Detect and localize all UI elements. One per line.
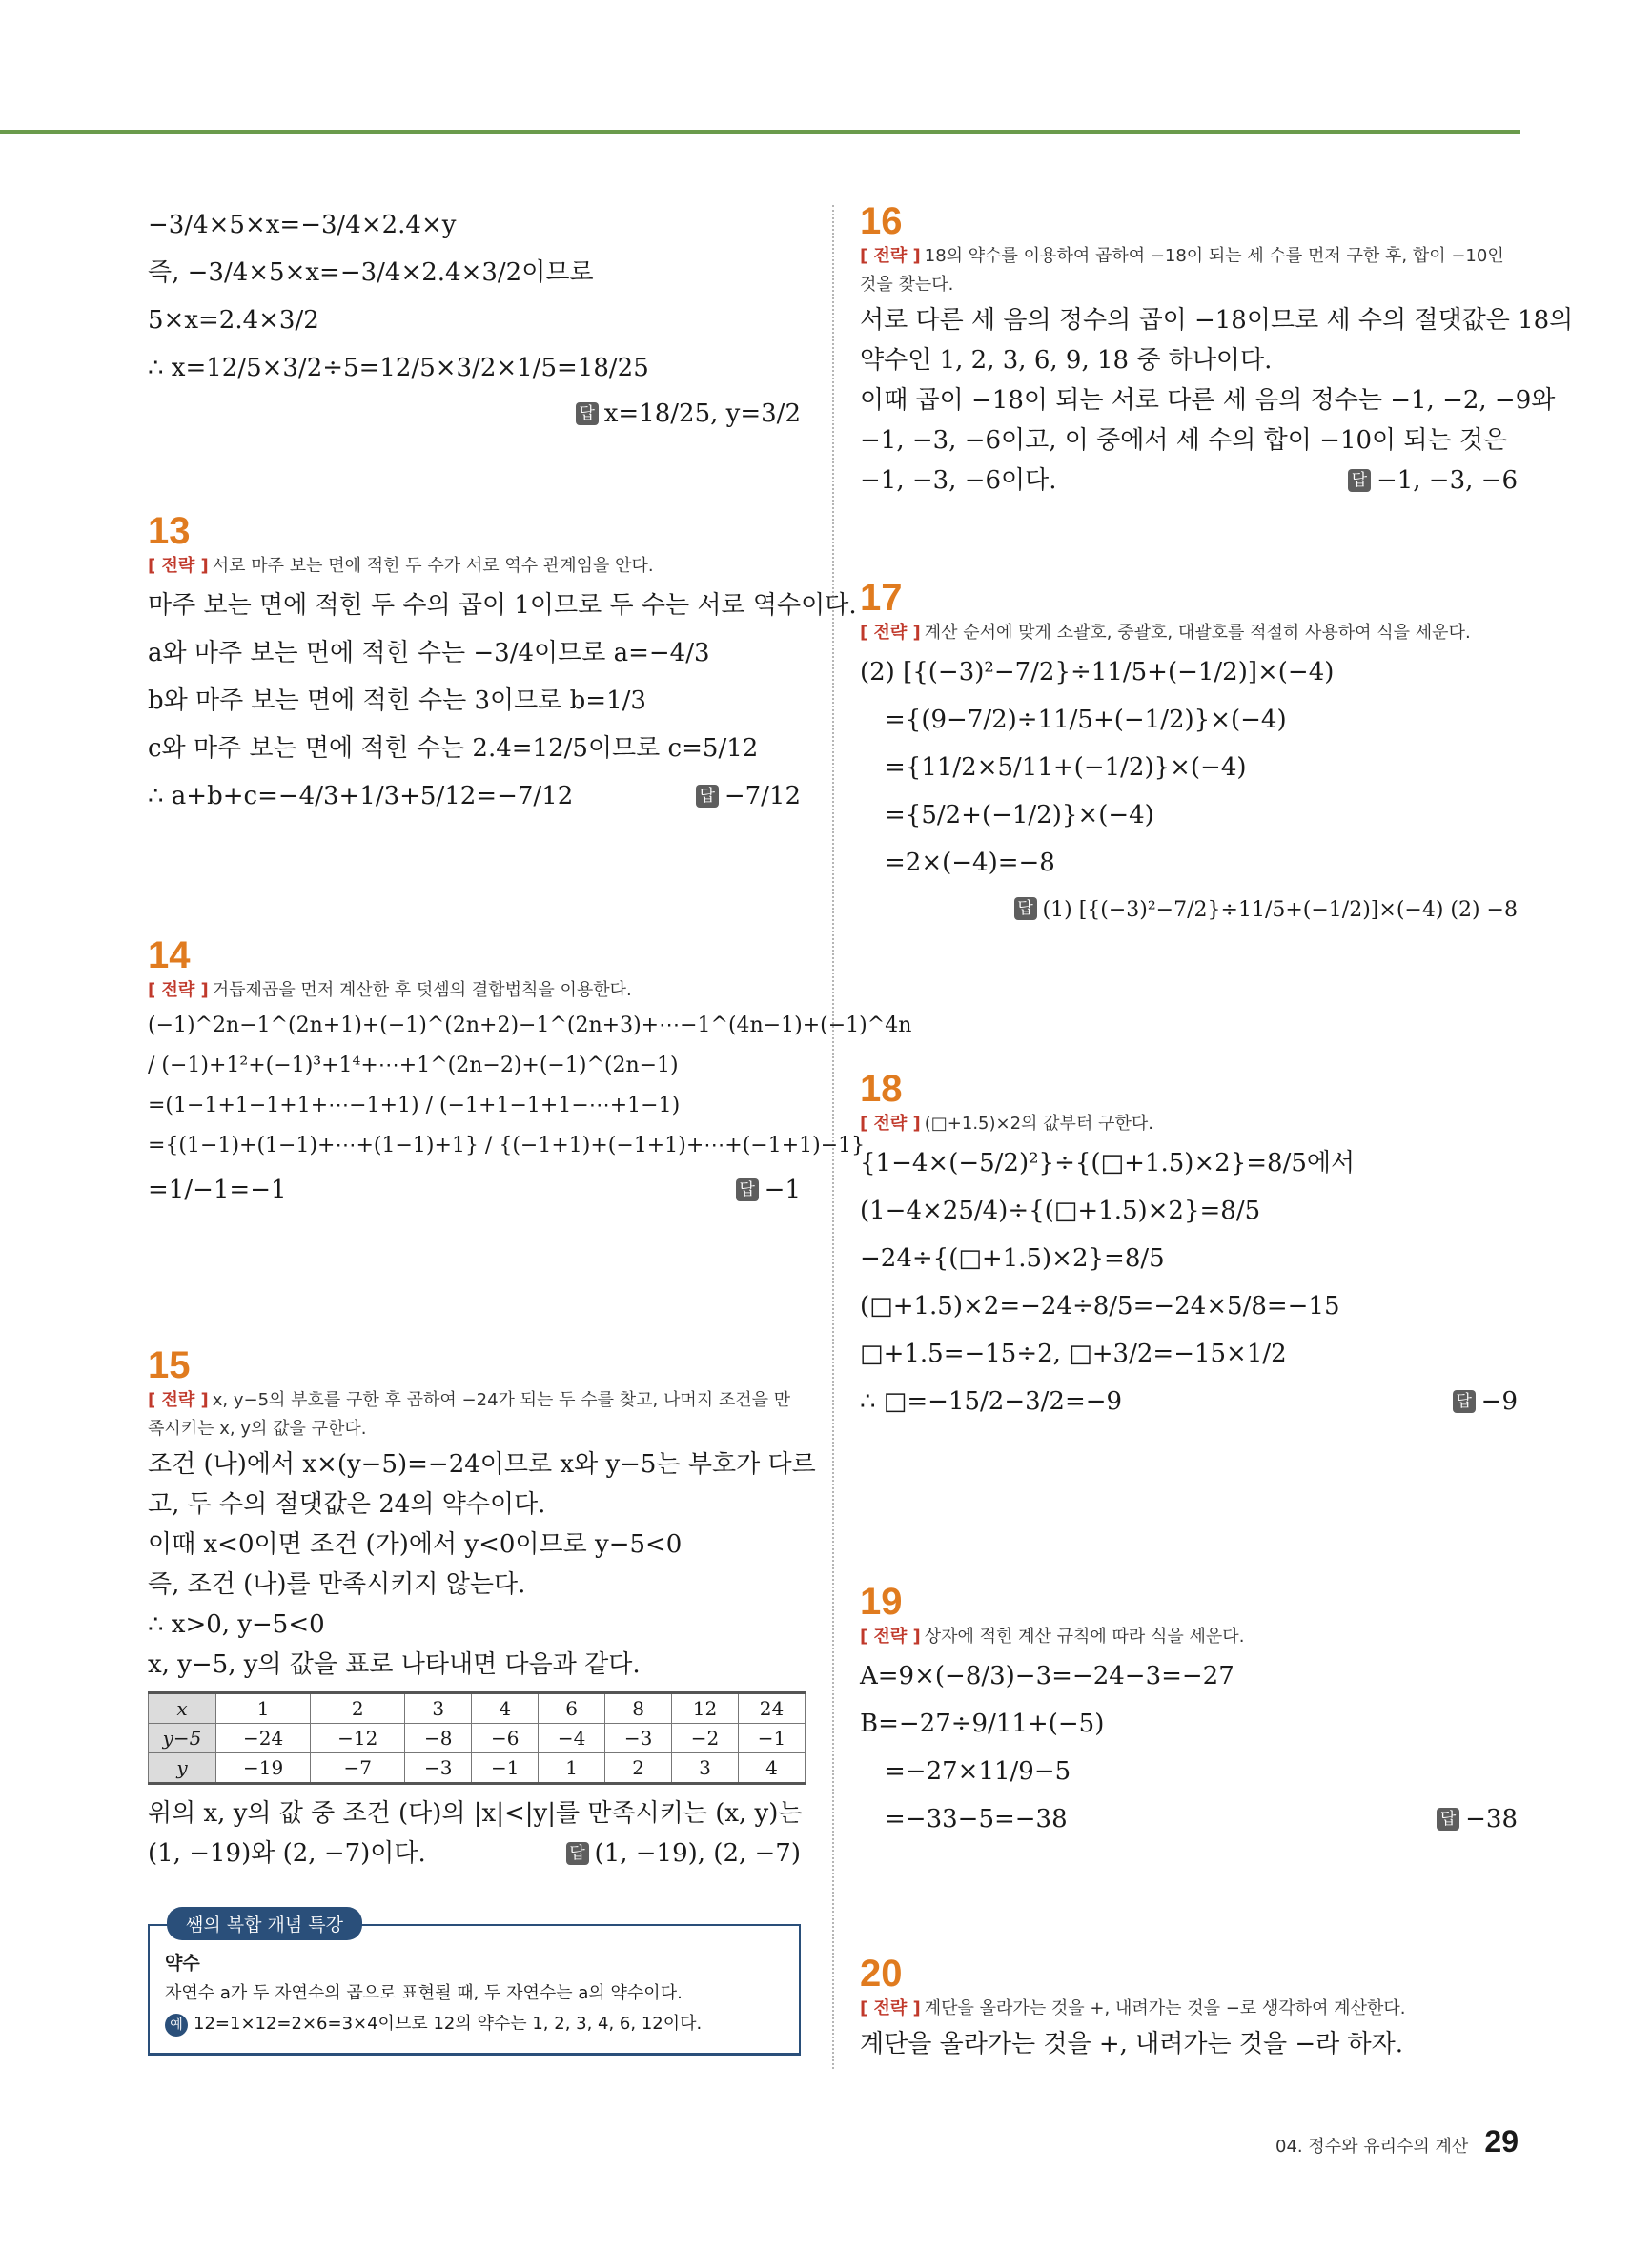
answer-badge-icon: 답 [736, 1178, 759, 1201]
problem-15 [148, 1344, 816, 1874]
solution-line [148, 773, 801, 819]
answer-text: x=18/25, y=3/2 [603, 399, 801, 428]
solution-line: =(1−1+1−1+1+⋯−1+1) / (−1+1−1+1−⋯+1−1) [148, 1094, 681, 1117]
table-cell: 6 [539, 1693, 605, 1724]
answer-badge-icon: 답 [1014, 897, 1037, 920]
problem-number: 13 [148, 510, 191, 552]
problem-number: 14 [148, 934, 191, 976]
table-cell: 1 [216, 1693, 311, 1724]
solution-line: 약수인 1, 2, 3, 6, 9, 18 중 하나이다. [860, 346, 1273, 375]
solution-line: (−1)^2n−1^(2n+1)+(−1)^(2n+2)−1^(2n+3)+⋯−1^(4n−1)+(−1)^4n [148, 1014, 912, 1037]
solution-line: (□+1.5)×2=−24÷8/5=−24×5/8=−15 [860, 1292, 1340, 1321]
page-number: 29 [1484, 2124, 1519, 2159]
table-cell: −8 [405, 1724, 472, 1753]
intro-solution [148, 200, 801, 437]
answer-text: −1, −3, −6 [1376, 466, 1518, 495]
solution-line [860, 1796, 1518, 1842]
answer-text: −1 [764, 1176, 801, 1204]
answer [576, 391, 801, 437]
concept-heading: 약수 [165, 1953, 200, 1974]
strategy-text: 계산 순서에 맞게 소괄호, 중괄호, 대괄호를 적절히 사용하여 식을 세운다. [924, 623, 1471, 643]
table-cell: 2 [311, 1693, 405, 1724]
strategy-tag: [ 전략 ] [148, 980, 209, 1000]
solution-line: 5×x=2.4×3/2 [148, 306, 319, 335]
answer-text: (1, −19), (2, −7) [594, 1839, 801, 1868]
solution-text: −1, −3, −6이다. [860, 466, 1057, 495]
answer-badge-icon: 답 [1348, 469, 1371, 492]
header-accent-bar [0, 130, 1520, 134]
solution-text: (1, −19)와 (2, −7)이다. [148, 1839, 426, 1868]
table-cell: −12 [311, 1724, 405, 1753]
strategy [148, 1386, 801, 1444]
solution-line: (1−4×25/4)÷{(□+1.5)×2}=8/5 [860, 1197, 1261, 1225]
solution-line [148, 345, 801, 428]
answer-text: −9 [1480, 1387, 1518, 1416]
table-cell: −3 [405, 1753, 472, 1784]
table-cell: −1 [739, 1724, 806, 1753]
solution-line: −1, −3, −6이고, 이 중에서 세 수의 합이 −10이 되는 것은 [860, 426, 1508, 455]
table-cell: 8 [605, 1693, 672, 1724]
table-cell: −7 [311, 1753, 405, 1784]
solution-line [860, 461, 1518, 500]
problem-number: 17 [860, 577, 903, 619]
answer-text: −7/12 [724, 782, 801, 810]
answer [736, 1167, 801, 1213]
table-cell: −4 [539, 1724, 605, 1753]
strategy-text: 18의 약수를 이용하여 곱하여 −18이 되는 세 수를 먼저 구한 후, 합이 −10인 것을 찾는다. [860, 246, 1504, 295]
example-text: 12=1×12=2×6=3×4이므로 12의 약수는 1, 2, 3, 4, 6, 12이다. [194, 2014, 703, 2034]
problem-20 [860, 1953, 1518, 2065]
solution-line: 계단을 올라가는 것을 +, 내려가는 것을 −라 하자. [860, 2030, 1404, 2058]
strategy [148, 976, 801, 1005]
solution-text: =1/−1=−1 [148, 1176, 287, 1204]
strategy-text: (□+1.5)×2의 값부터 구한다. [924, 1114, 1153, 1134]
strategy-text: 계단을 올라가는 것을 +, 내려가는 것을 −로 생각하여 계산한다. [924, 1998, 1406, 2018]
strategy-text: x, y−5의 부호를 구한 후 곱하여 −24가 되는 두 수를 찾고, 나머지 조건을 만족시키는 x, y의 값을 구한다. [148, 1390, 791, 1439]
solution-line: x, y−5, y의 값을 표로 나타내면 다음과 같다. [148, 1650, 641, 1679]
solution-line: c와 마주 보는 면에 적힌 수는 2.4=12/5이므로 c=5/12 [148, 734, 759, 763]
strategy-tag: [ 전략 ] [148, 1390, 209, 1410]
table-row [149, 1724, 806, 1753]
solution-line [148, 1167, 801, 1213]
answer [1437, 1796, 1518, 1842]
solution-line: 이때 곱이 −18이 되는 서로 다른 세 음의 정수는 −1, −2, −9와 [860, 386, 1556, 415]
table-cell: 3 [405, 1693, 472, 1724]
answer-text: (1) [{(−3)²−7/2}÷11/5+(−1/2)]×(−4) (2) −8 [1042, 898, 1518, 922]
answer [566, 1834, 801, 1873]
table-cell: −2 [672, 1724, 739, 1753]
strategy [148, 552, 801, 581]
table-row [149, 1753, 806, 1784]
table-cell: 2 [605, 1753, 672, 1784]
problem-18 [860, 1068, 1518, 1426]
concept-example [165, 2009, 784, 2039]
strategy-text: 거듭제곱을 먼저 계산한 후 덧셈의 결합법칙을 이용한다. [212, 980, 632, 1000]
table-cell: 12 [672, 1693, 739, 1724]
table-cell: −3 [605, 1724, 672, 1753]
strategy-tag: [ 전략 ] [148, 556, 209, 576]
solution-line: ={11/2×5/11+(−1/2)}×(−4) [885, 753, 1247, 782]
table-cell: −24 [216, 1724, 311, 1753]
concept-box [148, 1915, 801, 2056]
strategy-tag: [ 전략 ] [860, 1627, 921, 1647]
solution-line: ={(9−7/2)÷11/5+(−1/2)}×(−4) [885, 706, 1287, 734]
concept-title: 쌤의 복합 개념 특강 [167, 1907, 362, 1940]
solution-line: / (−1)+1²+(−1)³+1⁴+⋯+1^(2n−2)+(−1)^(2n−1) [148, 1054, 679, 1077]
concept-body: 자연수 a가 두 자연수의 곱으로 표현될 때, 두 자연수는 a의 약수이다. [165, 1983, 683, 2003]
solution-line: =2×(−4)=−8 [885, 849, 1055, 877]
answer-badge-icon: 답 [1453, 1390, 1476, 1413]
answer [1453, 1379, 1518, 1424]
solution-line: a와 마주 보는 면에 적힌 수는 −3/4이므로 a=−4/3 [148, 639, 710, 667]
answer-badge-icon: 답 [696, 785, 719, 808]
answer-text: −38 [1465, 1805, 1518, 1833]
solution-text: ∴ x=12/5×3/2÷5=12/5×3/2×1/5=18/25 [148, 354, 649, 382]
table-cell: 4 [472, 1693, 539, 1724]
chapter-title: 04. 정수와 유리수의 계산 [1275, 2137, 1469, 2157]
solution-line: {1−4×(−5/2)²}÷{(□+1.5)×2}=8/5에서 [860, 1149, 1356, 1178]
strategy [860, 619, 1518, 647]
solution-line: 고, 두 수의 절댓값은 24의 약수이다. [148, 1490, 546, 1519]
solution-line: □+1.5=−15÷2, □+3/2=−15×1/2 [860, 1340, 1287, 1368]
solution-line [860, 1379, 1518, 1424]
table-cell: 3 [672, 1753, 739, 1784]
table-row [149, 1693, 806, 1724]
solution-line: A=9×(−8/3)−3=−24−3=−27 [860, 1662, 1234, 1690]
solution-line: 이때 x<0이면 조건 (가)에서 y<0이므로 y−5<0 [148, 1530, 683, 1559]
solution-line: (2) [{(−3)²−7/2}÷11/5+(−1/2)]×(−4) [860, 658, 1335, 686]
problem-number: 15 [148, 1344, 191, 1386]
problem-number: 18 [860, 1068, 903, 1110]
table-cell: 24 [739, 1693, 806, 1724]
problem-16 [860, 200, 1574, 502]
problem-number: 16 [860, 200, 903, 242]
solution-line: −24÷{(□+1.5)×2}=8/5 [860, 1244, 1165, 1273]
problem-13 [148, 510, 857, 821]
table-cell: −1 [472, 1753, 539, 1784]
strategy-tag: [ 전략 ] [860, 623, 921, 643]
table-cell: −6 [472, 1724, 539, 1753]
solution-line: 즉, −3/4×5×x=−3/4×2.4×3/2이므로 [148, 258, 594, 287]
table-cell: −19 [216, 1753, 311, 1784]
problem-19 [860, 1581, 1518, 1844]
problem-number: 19 [860, 1581, 903, 1623]
value-table [148, 1691, 806, 1785]
solution-line: ={(1−1)+(1−1)+⋯+(1−1)+1} / {(−1+1)+(−1+1)+⋯+(−1+1)−1} [148, 1134, 866, 1157]
solution-line [148, 1834, 801, 1873]
solution-line: 조건 (나)에서 x×(y−5)=−24이므로 x와 y−5는 부호가 다르 [148, 1450, 816, 1479]
table-header-cell: y [149, 1753, 216, 1784]
solution-line: 마주 보는 면에 적힌 두 수의 곱이 1이므로 두 수는 서로 역수이다. [148, 591, 857, 620]
table-cell: 4 [739, 1753, 806, 1784]
strategy [860, 1995, 1518, 2023]
solution-line: ∴ x>0, y−5<0 [148, 1610, 325, 1639]
strategy [860, 1623, 1518, 1651]
strategy-tag: [ 전략 ] [860, 1998, 921, 2018]
problem-17 [860, 577, 1518, 935]
solution-line: b와 마주 보는 면에 적힌 수는 3이므로 b=1/3 [148, 686, 646, 715]
solution-line: B=−27÷9/11+(−5) [860, 1710, 1105, 1738]
table-header-cell: x [149, 1693, 216, 1724]
answer-badge-icon: 답 [576, 402, 599, 425]
answer [696, 773, 801, 819]
answer [1348, 461, 1518, 500]
solution-line: =−27×11/9−5 [885, 1757, 1071, 1786]
strategy-text: 상자에 적힌 계산 규칙에 따라 식을 세운다. [924, 1627, 1245, 1647]
solution-text: ∴ a+b+c=−4/3+1/3+5/12=−7/12 [148, 782, 574, 810]
example-badge-icon: 예 [165, 2014, 188, 2037]
answer-badge-icon: 답 [566, 1842, 589, 1865]
page-footer [1275, 2124, 1519, 2160]
answer-badge-icon: 답 [1437, 1808, 1459, 1831]
problem-number: 20 [860, 1953, 903, 1995]
solution-line: ={5/2+(−1/2)}×(−4) [885, 801, 1154, 830]
strategy-text: 서로 마주 보는 면에 적힌 두 수가 서로 역수 관계임을 안다. [212, 556, 654, 576]
solution-line: 위의 x, y의 값 중 조건 (다)의 |x|<|y|를 만족시키는 (x, y)는 [148, 1799, 803, 1828]
strategy [860, 1110, 1518, 1138]
table-header-cell: y−5 [149, 1724, 216, 1753]
answer [860, 888, 1518, 933]
table-cell: 1 [539, 1753, 605, 1784]
solution-text: ∴ □=−15/2−3/2=−9 [860, 1387, 1123, 1416]
strategy-tag: [ 전략 ] [860, 246, 921, 266]
solution-line: 즉, 조건 (나)를 만족시키지 않는다. [148, 1570, 526, 1599]
solution-text: =−33−5=−38 [885, 1805, 1068, 1833]
strategy [860, 242, 1518, 299]
solution-line: 서로 다른 세 음의 정수의 곱이 −18이므로 세 수의 절댓값은 18의 [860, 306, 1574, 335]
strategy-tag: [ 전략 ] [860, 1114, 921, 1134]
solution-line: −3/4×5×x=−3/4×2.4×y [148, 211, 457, 239]
